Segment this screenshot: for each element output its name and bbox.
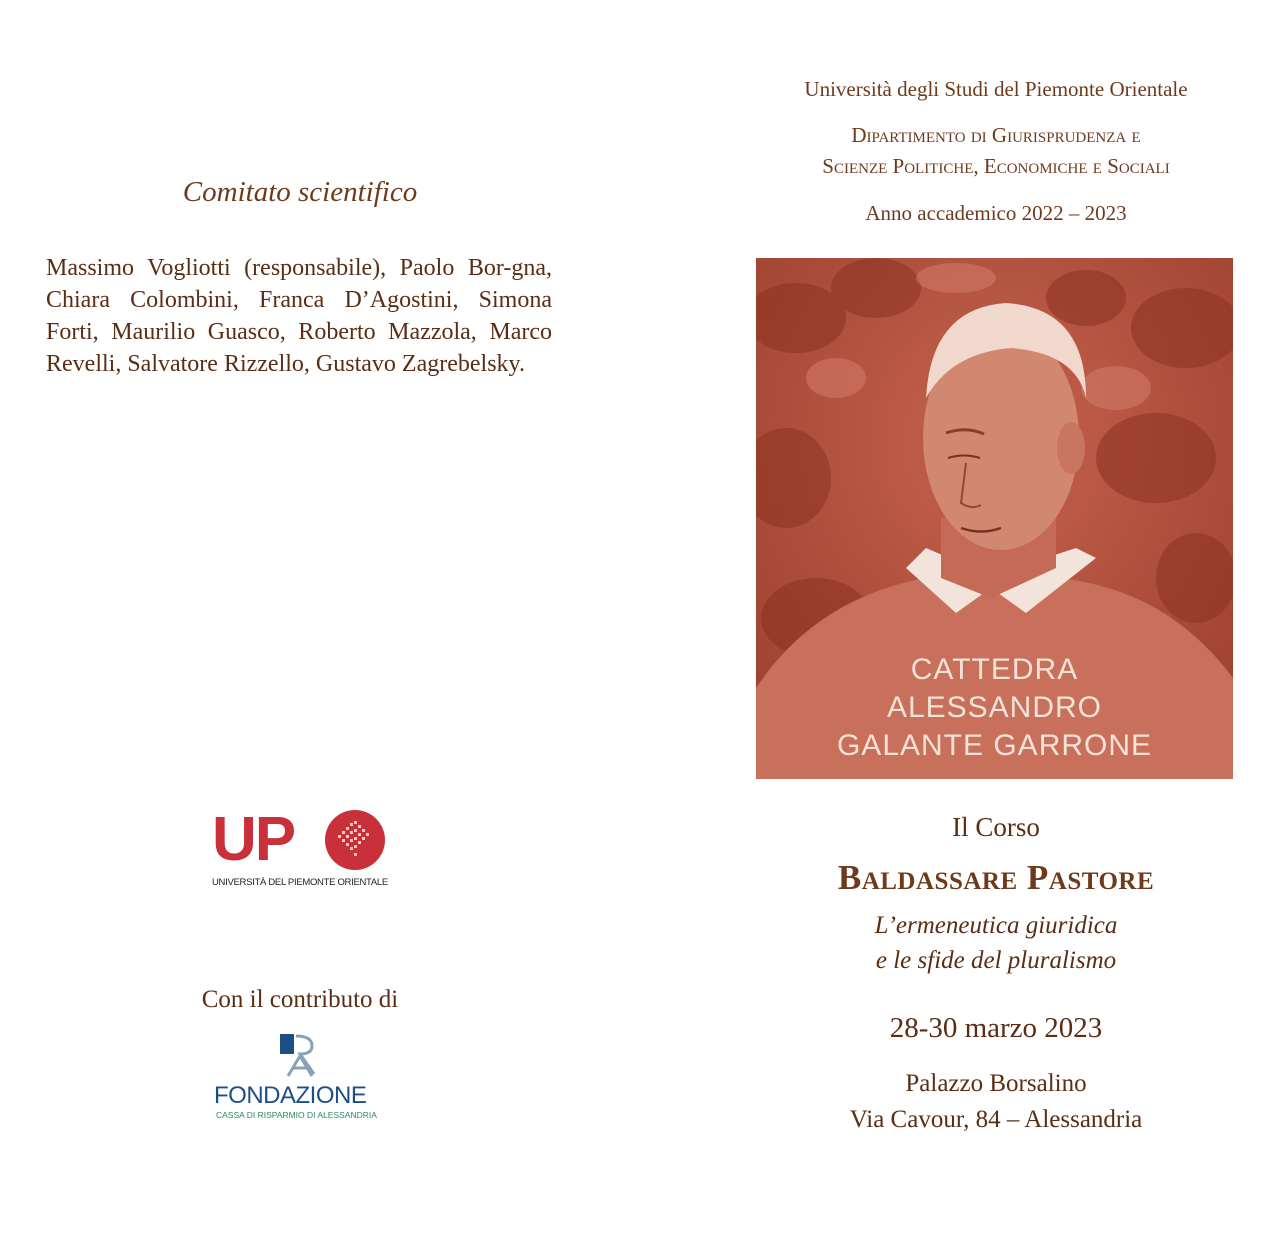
university-name: Università degli Studi del Piemonte Orientale	[804, 77, 1188, 101]
upo-logo-o-icon	[324, 809, 386, 871]
venue-line-1: Palazzo Borsalino	[905, 1070, 1087, 1097]
department-line-1: Dipartimento di Giurisprudenza e	[851, 123, 1141, 147]
subtitle-line-1: L’ermeneutica giuridica	[874, 912, 1118, 939]
department-name	[736, 120, 1256, 182]
venue-line-2: Via Cavour, 84 – Alessandria	[849, 1106, 1143, 1133]
course-subtitle	[736, 908, 1256, 978]
photo-caption-line-2: ALESSANDRO	[886, 691, 1103, 724]
upo-logo	[212, 805, 388, 895]
fondazione-emblem-icon	[278, 1032, 320, 1080]
photo-caption	[756, 651, 1233, 765]
department-line-2: Scienze Politiche, Economiche e Sociali	[822, 154, 1170, 178]
fondazione-subtitle: CASSA DI RISPARMIO DI ALESSANDRIA	[216, 1110, 377, 1120]
course-label: Il Corso	[952, 812, 1040, 842]
committee-members: Massimo Vogliotti (responsabile), Paolo Bor-gna, Chiara Colombini, Franca D’Agostini, Simona Forti, Maurilio Guasco, Roberto Mazzola, Marco Revelli, Salvatore Rizzello, Gustavo Zagrebelsky.	[46, 255, 552, 377]
upo-logo-letters: UP	[212, 805, 295, 874]
event-dates: 28-30 marzo 2023	[889, 1012, 1103, 1044]
photo-caption-line-1: CATTEDRA	[910, 653, 1079, 686]
venue	[736, 1066, 1256, 1138]
speaker-name: Baldassare Pastore	[837, 858, 1155, 897]
subtitle-line-2: e le sfide del pluralismo	[875, 947, 1117, 974]
contribution-label: Con il contributo di	[201, 986, 399, 1013]
upo-logo-subtitle: UNIVERSITÀ DEL PIEMONTE ORIENTALE	[212, 877, 388, 888]
photo-caption-line-3: GALANTE GARRONE	[836, 729, 1153, 762]
fondazione-name: FONDAZIONE	[214, 1082, 367, 1109]
fondazione-logo	[214, 1032, 390, 1124]
committee-title: Comitato scientifico	[182, 176, 418, 208]
academic-year: Anno accademico 2022 – 2023	[865, 201, 1127, 225]
